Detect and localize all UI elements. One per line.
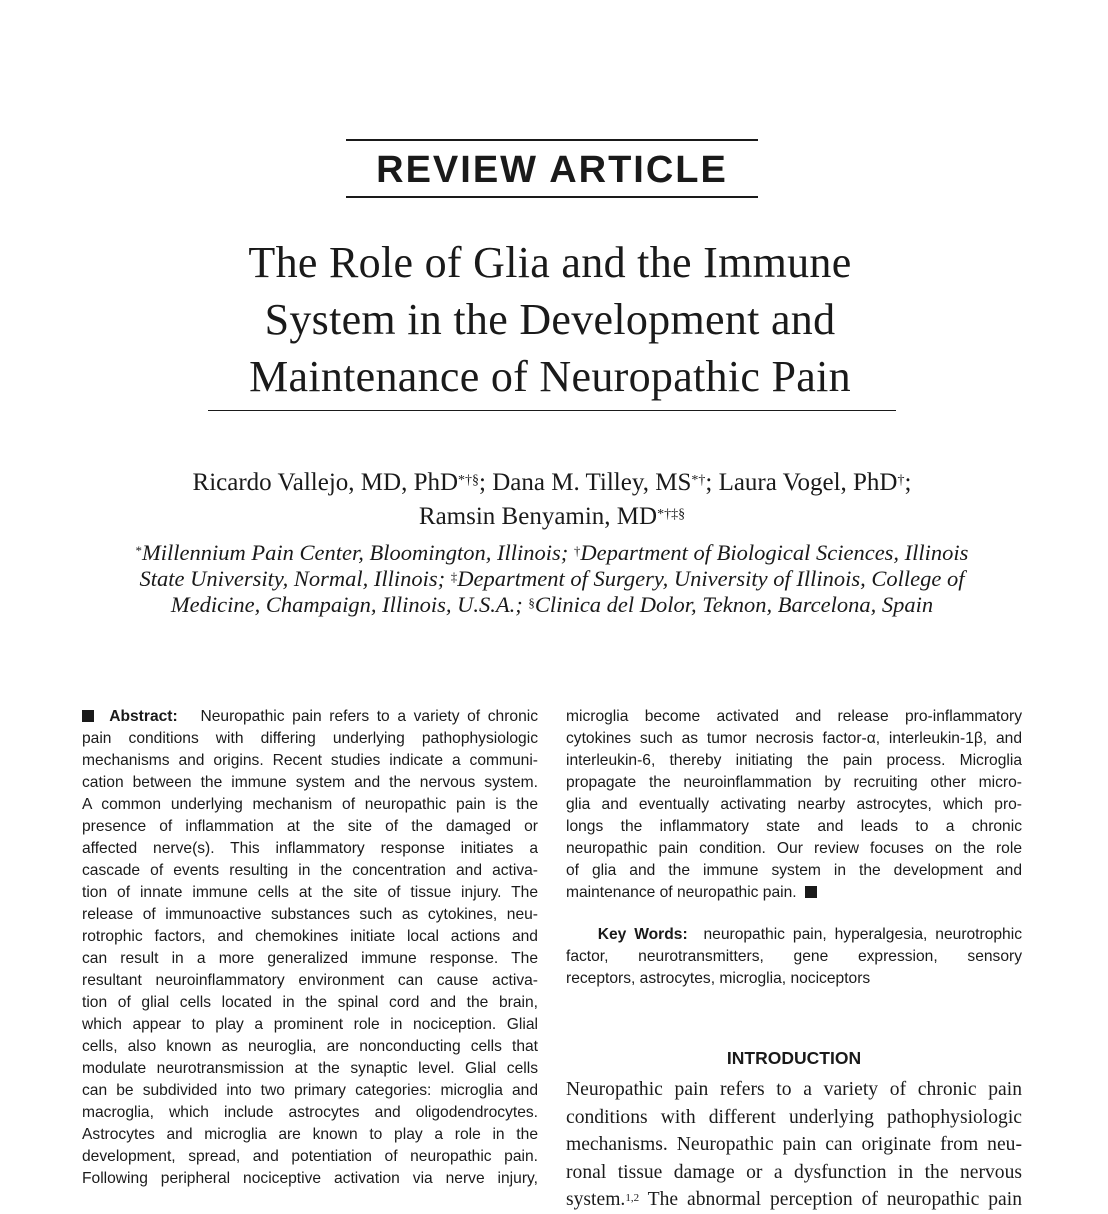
abstract-line: longs the inflammatory state and leads to a chronic	[566, 818, 1022, 835]
title-line: Maintenance of Neuropathic Pain	[249, 352, 851, 401]
author-separator: ;	[705, 469, 719, 496]
affiliation-text: Clinica del Dolor, Teknon, Barcelona, Spain	[534, 592, 934, 617]
author-list	[60, 466, 1044, 534]
title-rule	[208, 410, 896, 411]
affiliation-mark: ‡	[450, 569, 458, 584]
abstract-right-column	[566, 706, 1022, 904]
square-bullet-icon	[82, 710, 94, 722]
abstract-line: presence of inflammation at the site of the damaged or	[82, 818, 538, 835]
abstract-line: interleukin-6, thereby initiating the pain process. Microglia	[566, 752, 1022, 769]
affiliation-text: Medicine, Champaign, Illinois, U.S.A.;	[170, 592, 529, 617]
author-separator: ;	[904, 469, 912, 496]
introduction-text: system.	[566, 1189, 626, 1210]
author-marks: *†	[691, 473, 706, 488]
abstract-line: tion of glial cells located in the spinal cord and the brain,	[82, 994, 538, 1011]
author-line	[60, 500, 1044, 534]
keywords-line	[566, 924, 1022, 946]
abstract-text: Neuropathic pain refers to a variety of chronic	[200, 708, 538, 725]
abstract-line: rotrophic factors, and chemokines initiate local actions and	[82, 928, 538, 945]
abstract-line: tion of innate immune cells at the site of tissue injury. The	[82, 884, 538, 901]
end-square-icon	[805, 886, 817, 898]
affiliation-mark: §	[528, 595, 535, 610]
abstract-line: cation between the immune system and the nervous system.	[82, 774, 538, 791]
introduction-line: Neuropathic pain refers to a variety of chronic pain	[566, 1079, 1022, 1100]
author-marks: *†‡§	[657, 507, 686, 522]
affiliation-text: Department of Surgery, University of Illinois, College of	[457, 566, 965, 591]
abstract-line: glia and eventually activating nearby astrocytes, which pro-	[566, 796, 1022, 813]
title-line: System in the Development and	[264, 295, 836, 344]
author-marks: †	[897, 473, 905, 488]
affiliation-line	[60, 540, 1044, 566]
abstract-line: neuropathic pain condition. Our review focuses on the role	[566, 840, 1022, 857]
author-separator: ;	[479, 469, 493, 496]
abstract-line	[566, 882, 1022, 904]
article-title	[150, 234, 950, 405]
introduction-line: conditions with different underlying pathophysiologic	[566, 1106, 1022, 1128]
author-name: Dana M. Tilley, MS	[492, 469, 692, 496]
affiliation-mark: *	[135, 543, 143, 558]
header-rule-bottom	[346, 196, 758, 198]
section-label: REVIEW ARTICLE	[376, 149, 728, 191]
author-name: Laura Vogel, PhD	[718, 469, 898, 496]
abstract-line: can be subdivided into two primary categories: microglia and	[82, 1082, 538, 1099]
abstract-line: pain conditions with differing underlying pathophysiologic	[82, 730, 538, 747]
abstract-line: resultant neuroinflammatory environment can cause activa-	[82, 972, 538, 989]
introduction-heading: INTRODUCTION	[726, 1048, 862, 1068]
abstract-line: affected nerve(s). This inflammatory response initiates a	[82, 840, 538, 857]
affiliation-text: State University, Normal, Illinois;	[139, 566, 451, 591]
affiliation-line	[60, 566, 1044, 592]
abstract-line: cells, also known as neuroglia, are nonconducting cells that	[82, 1038, 538, 1055]
abstract-label: Abstract:	[109, 708, 178, 725]
abstract-line: microglia become activated and release pro-inflammatory	[566, 708, 1022, 725]
affiliation-text: Department of Biological Sciences, Illinois	[580, 540, 969, 565]
abstract-text: maintenance of neuropathic pain.	[566, 884, 797, 901]
abstract-line: release of immunoactive substances such as cytokines, neu-	[82, 906, 538, 923]
affiliation-line	[60, 592, 1044, 618]
abstract-line: development, spread, and potentiation of neuropathic pain.	[82, 1148, 538, 1165]
keywords-label: Key Words:	[597, 926, 688, 943]
abstract-line: mechanisms and origins. Recent studies indicate a communi-	[82, 752, 538, 769]
author-name: Ramsin Benyamin, MD	[418, 503, 658, 530]
abstract-line: Astrocytes and microglia are known to play a role in the	[82, 1126, 538, 1143]
introduction-body	[566, 1076, 1022, 1214]
citation-ref: 1,2	[625, 1192, 640, 1204]
author-name: Ricardo Vallejo, MD, PhD	[192, 469, 459, 496]
abstract-line: which appear to play a prominent role in nociception. Glial	[82, 1016, 538, 1033]
keywords-line: factor, neurotransmitters, gene expression, sensory	[566, 948, 1022, 965]
author-marks: *†§	[458, 473, 480, 488]
abstract-line: Following peripheral nociceptive activation via nerve injury,	[82, 1170, 538, 1187]
abstract-line: of glia and the immune system in the development and	[566, 862, 1022, 879]
abstract-line	[82, 706, 538, 728]
introduction-line: ronal tissue damage or a dysfunction in the nervous	[566, 1161, 1022, 1183]
affiliation-mark: †	[573, 543, 581, 558]
introduction-text: The abnormal perception of neuropathic pain	[639, 1189, 1022, 1210]
author-line	[60, 466, 1044, 500]
abstract-line: cytokines such as tumor necrosis factor-α, interleukin-1β, and	[566, 730, 1022, 747]
affiliation-text: Millennium Pain Center, Bloomington, Illinois;	[142, 540, 574, 565]
keywords-text: neuropathic pain, hyperalgesia, neurotrophic	[703, 926, 1022, 943]
abstract-line: cascade of events resulting in the concentration and activa-	[82, 862, 538, 879]
affiliations	[60, 540, 1044, 618]
keywords	[566, 924, 1022, 990]
abstract-line: modulate neurotransmission at the synaptic level. Glial cells	[82, 1060, 538, 1077]
abstract-line: macroglia, which include astrocytes and oligodendrocytes.	[82, 1104, 538, 1121]
title-line: The Role of Glia and the Immune	[248, 238, 852, 287]
keywords-line: receptors, astrocytes, microglia, nociceptors	[566, 970, 871, 987]
abstract-line: can result in a more generalized immune response. The	[82, 950, 538, 967]
abstract-line: A common underlying mechanism of neuropathic pain is the	[82, 796, 538, 813]
header-rule-top	[346, 139, 758, 141]
introduction-line: mechanisms. Neuropathic pain can originate from neu-	[566, 1134, 1022, 1155]
abstract-left-column	[82, 706, 538, 1190]
abstract-line: propagate the neuroinflammation by recruiting other micro-	[566, 774, 1022, 791]
